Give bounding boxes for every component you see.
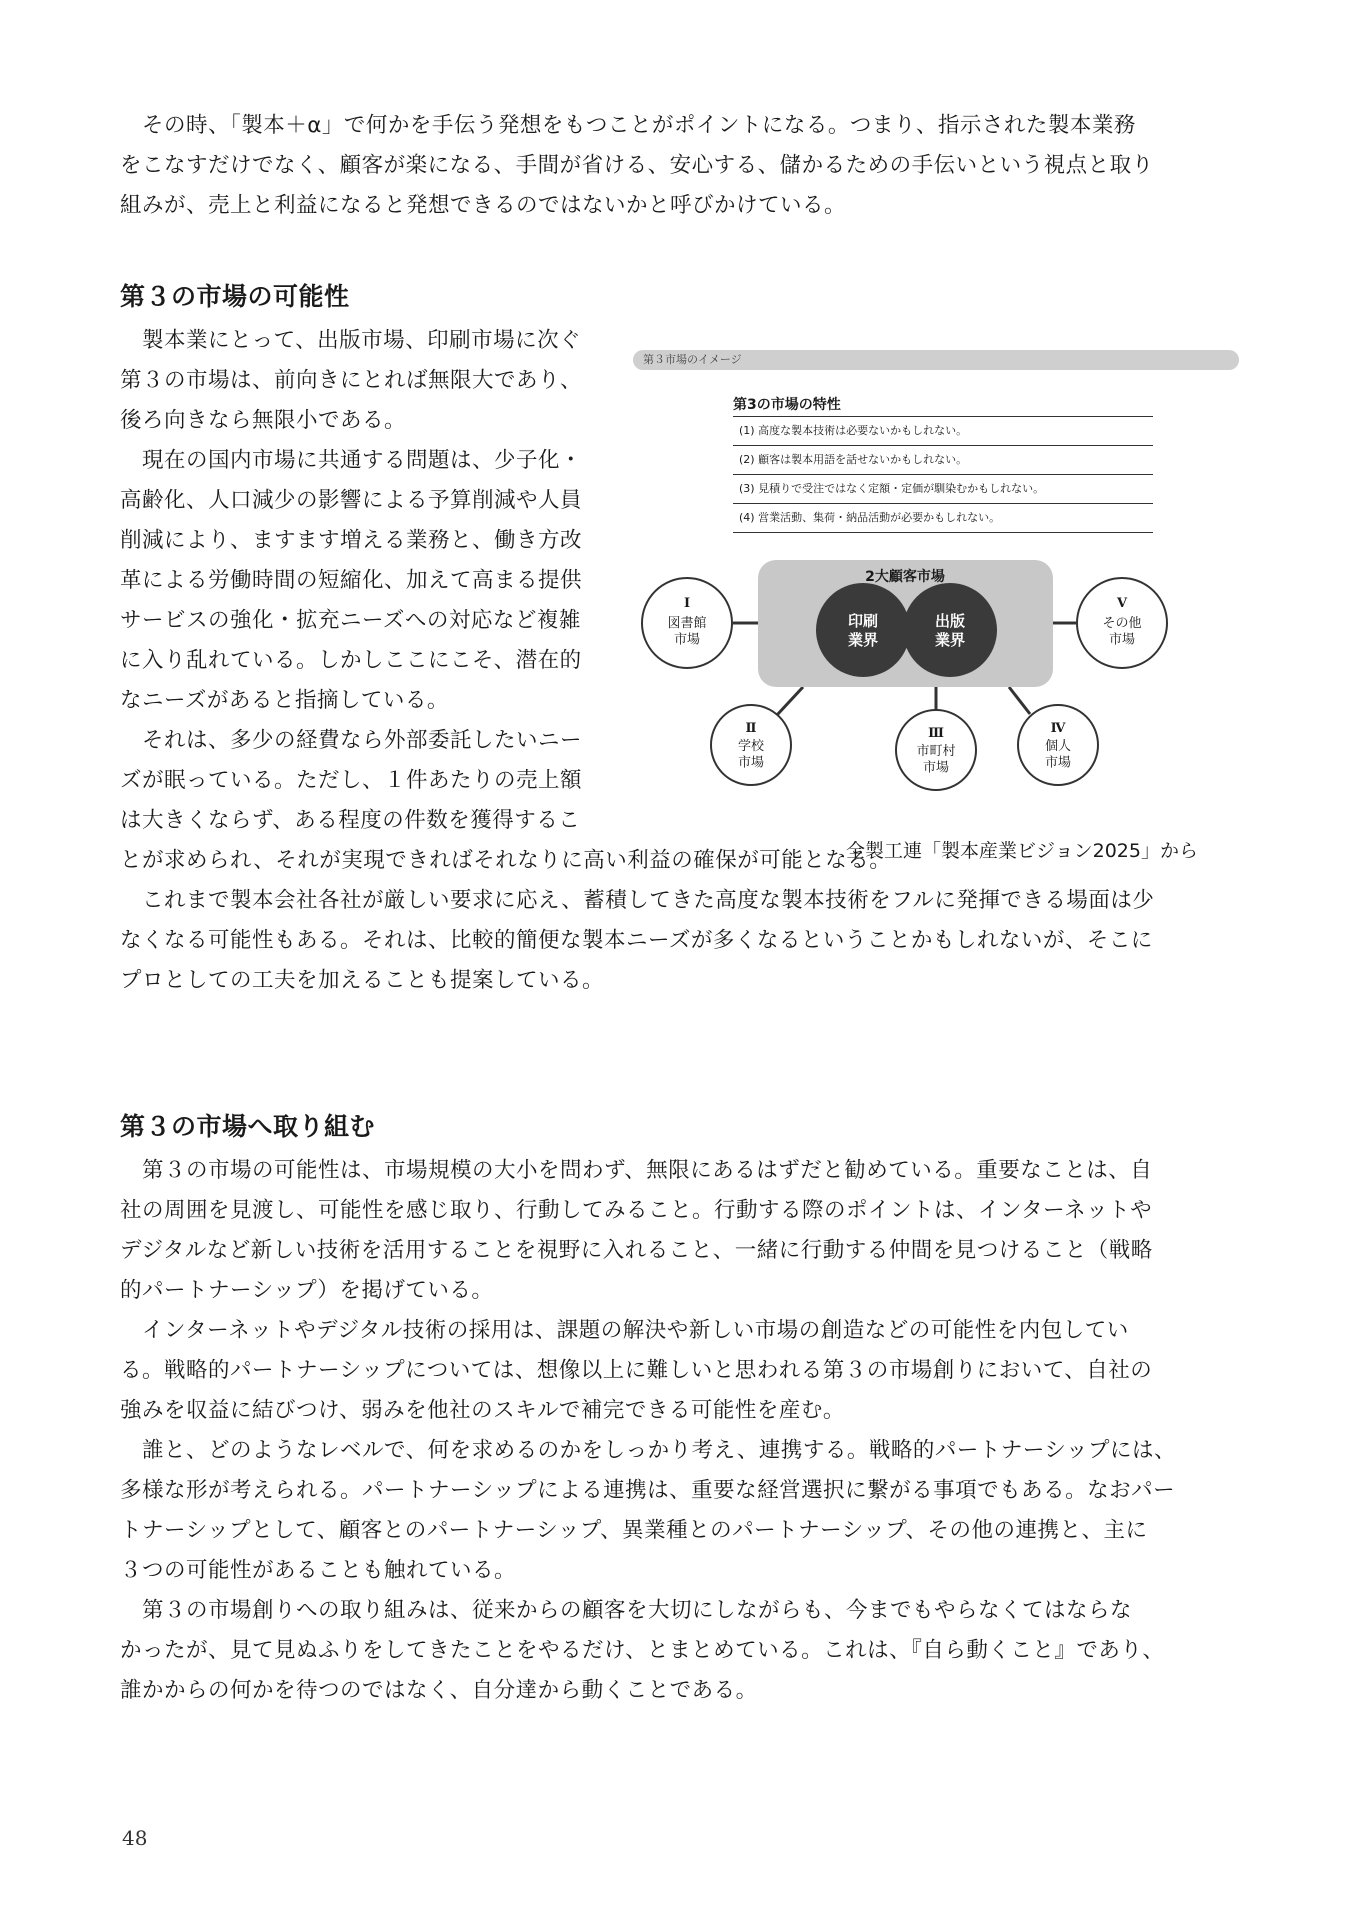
text-line: 学校 — [737, 739, 765, 754]
feature-item: (1) 高度な製本技術は必要ないかもしれない。 — [733, 416, 1153, 445]
third-market-figure — [633, 350, 1239, 880]
figure-caption: 全製工連「製本産業ビジョン2025」から — [846, 840, 1198, 862]
section1-body-full: とが求められ、それが実現できればそれなりに高い利益の確保が可能となる。 これまで製本会社各社が厳しい要求に応え、蓄積してきた高度な製本技術をフルに発揮できる場面は少 なくなる可能性もある。それは、比較的簡便な製本ニーズが多くなるということかもしれないが、そこに プロとしての工夫を加えることも提案している。 — [120, 848, 1155, 993]
section1-body-side: 製本業にとって、出版市場、印刷市場に次ぐ 第３の市場は、前向きにとれば無限大であり、 後ろ向きなら無限小である。 現在の国内市場に共通する問題は、少子化・ 高齢化、人口減少の影響による予算削減や人員 削減により、ますます増える業務と、働き方改 革による労働時間の短縮化、加えて高まる提供 サービスの強化・拡充ニーズへの対応など複雑 に入り乱れている。しかしここにこそ、潜在的 なニーズがあると指摘している。 それは、多少の経費なら外部委託したいニー ズが眠っている。ただし、１件あたりの売上額 は大きくならず、ある程度の件数を獲得するこ — [120, 328, 583, 833]
text-line: 業界 — [934, 630, 966, 649]
text-line: 市町村 — [916, 744, 956, 759]
text-line: 印刷 — [847, 612, 879, 630]
text-line: 図書館 — [667, 616, 707, 631]
core-label-printing — [848, 612, 878, 649]
market-numeral: Ⅴ — [1116, 596, 1128, 611]
text-line: 市場 — [1044, 755, 1072, 771]
market-numeral: Ⅱ — [745, 721, 757, 736]
core-market-label: 2大顧客市場 — [865, 569, 945, 585]
text-line: 業界 — [847, 630, 879, 649]
market-name — [1045, 739, 1071, 770]
text-line: その他 — [1102, 616, 1142, 631]
market-numeral: Ⅳ — [1050, 721, 1066, 736]
text-line: 市場 — [1108, 632, 1136, 648]
section2-body: 第３の市場の可能性は、市場規模の大小を問わず、無限にあるはずだと勧めている。重要なことは、自 社の周囲を見渡し、可能性を感じ取り、行動してみること。行動する際のポイントは、インターネットや デジタルなど新しい技術を活用することを視野に入れること、一緒に行動する仲間を見つけること（戦略 的パートナーシップ）を掲げている。 インターネットやデジタル技術の採用は、課題の解決や新しい市場の創造などの可能性を内包してい る。戦略的パートナーシップについては、想像以上に難しいと思われる第３の市場創りにおいて、自社の 強みを収益に結びつけ、弱みを他社のスキルで補完できる可能性を産む。 誰と、どのようなレベルで、何を求めるのかをしっかり考え、連携する。戦略的パートナーシップには、 多様な形が考えられる。パートナーシップによる連携は、重要な経営選択に繋がる事項でもある。なおパー トナーシップとして、顧客とのパートナーシップ、異業種とのパートナーシップ、その他の連携と、主に ３つの可能性があることも触れている。 第３の市場創りへの取り組みは、従来からの顧客を大切にしながらも、今までもやらなくてはならな かったが、見て見ぬふりをしてきたことをやるだけ、とまとめている。これは、『自ら動くこと』であり、 誰かからの何かを待つのではなく、自分達から動くことである。 — [120, 1158, 1177, 1703]
figure-header-bar — [633, 350, 1239, 370]
figure-bar-label: 第３市場のイメージ — [643, 353, 742, 366]
text-line: 出版 — [934, 612, 966, 630]
feature-item: (3) 見積りで受注ではなく定額・定価が馴染むかもしれない。 — [733, 474, 1153, 503]
market-diagram — [633, 550, 1239, 840]
text-line: 個人 — [1044, 739, 1072, 754]
feature-item: (2) 顧客は製本用語を話せないかもしれない。 — [733, 445, 1153, 474]
market-numeral: Ⅰ — [683, 596, 691, 611]
connector-line — [777, 687, 803, 715]
core-label-publishing — [935, 612, 965, 649]
feature-item: (4) 営業活動、集荷・納品活動が必要かもしれない。 — [733, 503, 1153, 533]
text-line: 市場 — [922, 760, 950, 776]
text-line: 市場 — [673, 632, 701, 648]
figure-title: 第3の市場の特性 — [733, 397, 841, 413]
feature-list — [733, 416, 1153, 533]
section-heading-third-market-potential: 第３の市場の可能性 — [120, 282, 350, 311]
connector-line — [1009, 687, 1030, 714]
text-line: 市場 — [737, 755, 765, 771]
intro-paragraph: その時、「製本＋α」で何かを手伝う発想をもつことがポイントになる。つまり、指示された製本業務 をこなすだけでなく、顧客が楽になる、手間が省ける、安心する、儲かるための手伝いという視点と取り 組みが、売上と利益になると発想できるのではないかと呼びかけている。 — [120, 113, 1154, 218]
page-number: 48 — [122, 1826, 148, 1850]
section-heading-approach-third-market: 第３の市場へ取り組む — [120, 1112, 376, 1141]
market-numeral: Ⅲ — [928, 726, 944, 741]
